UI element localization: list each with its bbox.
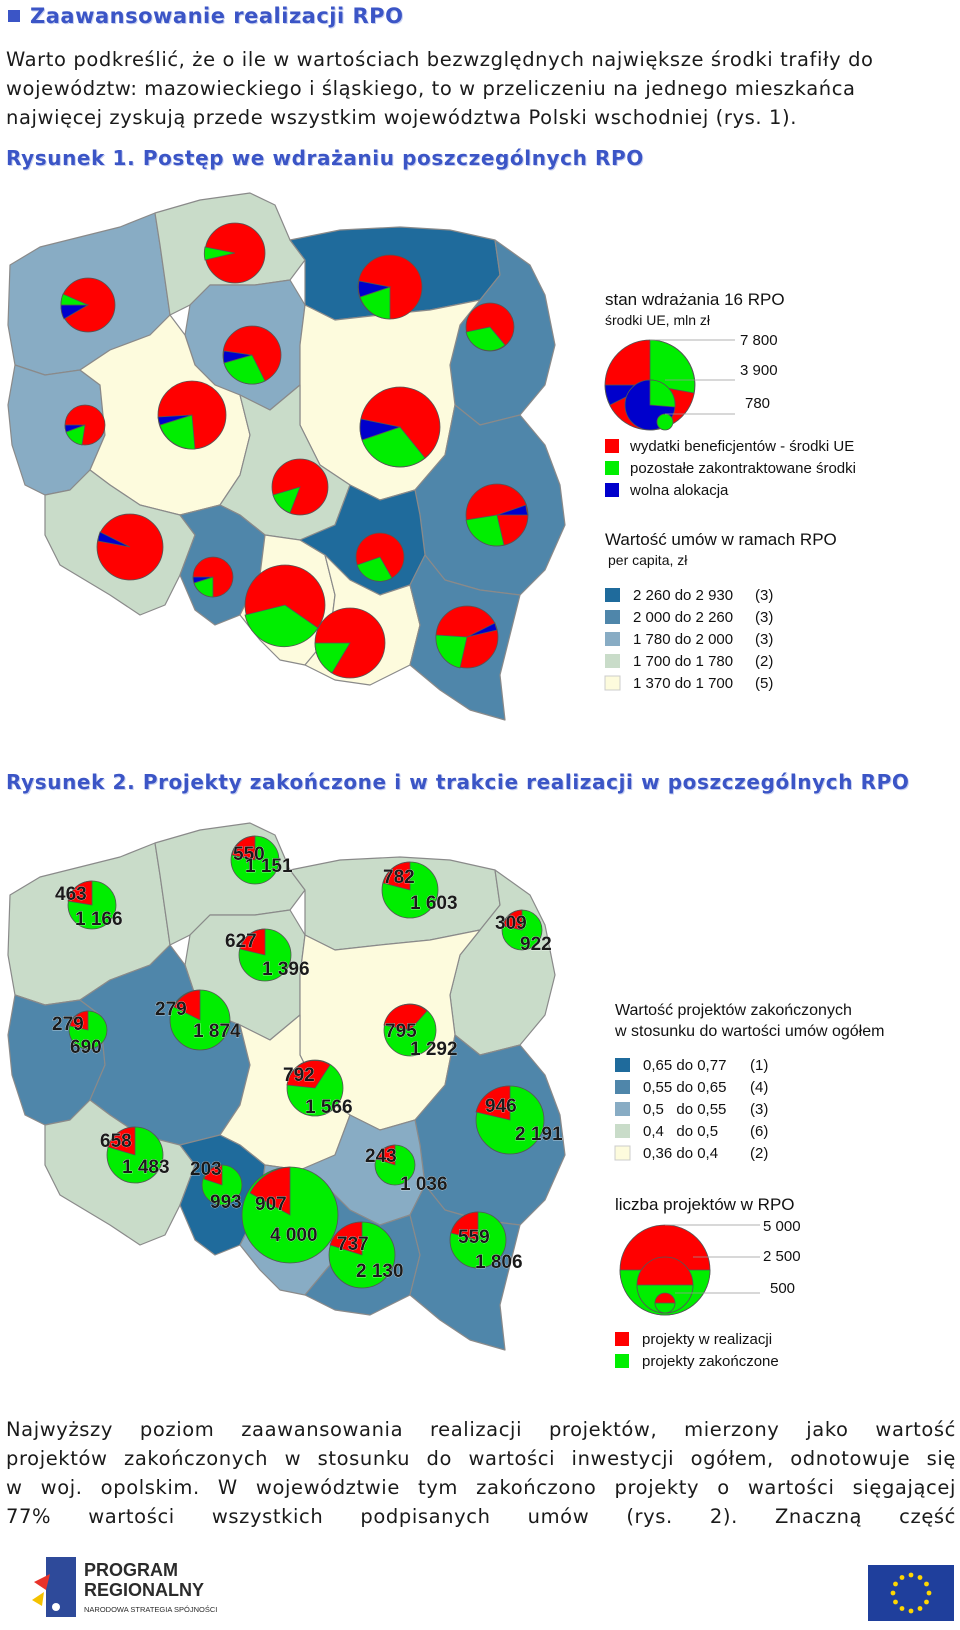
legend2-class-count: (3) (750, 1101, 769, 1118)
legend1-subtitle: środki UE, mln zł (605, 312, 711, 328)
legend2-item: projekty zakończone (642, 1353, 779, 1370)
label-in-progress: 946 (485, 1096, 517, 1117)
closing-paragraph (6, 1415, 956, 1531)
legend1-class: 1 700 do 1 780 (633, 653, 734, 670)
pie-dolnoslaskie (97, 514, 163, 580)
legend2-class: 0,5 do 0,55 (643, 1101, 727, 1118)
label-in-progress: 792 (283, 1065, 315, 1086)
label-completed: 1 483 (122, 1157, 170, 1178)
pie-mazowieckie (360, 387, 440, 467)
section-heading (8, 4, 403, 28)
intro-line: województw: mazowieckiego i śląskiego, to w przeliczeniu na jednego mieszkańca (6, 77, 856, 100)
label-completed: 993 (210, 1192, 242, 1213)
legend1-choro-subtitle: per capita, zł (608, 552, 688, 568)
label-in-progress: 658 (100, 1131, 132, 1152)
label-completed: 2 130 (356, 1261, 404, 1282)
intro-line: najwięcej zyskują przede wszystkim województwa Polski wschodniej (rys. 1). (6, 106, 797, 129)
legend1-class-count: (3) (755, 587, 774, 604)
program-regionalny-logo (26, 1552, 256, 1624)
logo-line1: PROGRAM (84, 1560, 178, 1580)
figure1-title: Rysunek 1. Postęp we wdrażaniu poszczególnych RPO (6, 146, 644, 170)
legend1-class-count: (3) (755, 609, 774, 626)
label-completed: 1 566 (305, 1097, 353, 1118)
legend2-swatch-green (615, 1354, 629, 1368)
pie-lubuskie (65, 405, 105, 445)
label-completed: 922 (520, 934, 552, 955)
legend2-class-count: (2) (750, 1145, 769, 1162)
legend1-class: 1 370 do 1 700 (633, 675, 734, 692)
legend1-item: wydatki beneficjentów - środki UE (630, 438, 855, 455)
pie-warminsko-mazurskie (358, 255, 422, 319)
label-in-progress: 279 (155, 999, 187, 1020)
label-in-progress: 782 (383, 867, 415, 888)
label-in-progress: 795 (385, 1021, 417, 1042)
pie-wielkopolskie (158, 381, 226, 449)
legend1-size-small: 780 (745, 395, 771, 412)
legend1-class: 1 780 do 2 000 (633, 631, 734, 648)
label-completed: 2 191 (515, 1124, 563, 1145)
legend2-swatch-red (615, 1332, 629, 1346)
logo-line2: REGIONALNY (84, 1580, 205, 1600)
intro-paragraph (6, 45, 956, 132)
label-in-progress: 737 (337, 1234, 369, 1255)
legend2-classes (615, 1057, 768, 1162)
label-completed: 1 396 (262, 959, 310, 980)
label-completed: 1 603 (410, 893, 458, 914)
label-in-progress: 463 (55, 884, 87, 905)
legend1-swatch-red (605, 439, 619, 453)
closing-line: 77% wartości wszystkich podpisanych umów (rys. 2). Znaczną część (6, 1505, 956, 1528)
label-in-progress: 243 (365, 1146, 397, 1167)
legend2-class: 0,65 do 0,77 (643, 1057, 727, 1074)
label-in-progress: 279 (52, 1014, 84, 1035)
legend2-size-mid: 2 500 (763, 1248, 801, 1265)
label-completed: 1 036 (400, 1174, 448, 1195)
legend2-class-count: (6) (750, 1123, 769, 1140)
pie-malopolskie (315, 608, 385, 678)
label-in-progress: 309 (495, 913, 527, 934)
label-in-progress: 203 (190, 1159, 222, 1180)
label-completed: 1 874 (193, 1021, 241, 1042)
legend1-item: pozostałe zakontraktowane środki (630, 460, 856, 477)
label-completed: 4 000 (270, 1225, 318, 1246)
label-in-progress: 550 (233, 844, 265, 865)
logo-line3: NARODOWA STRATEGIA SPÓJNOŚCI (84, 1605, 218, 1614)
figure2-title: Rysunek 2. Projekty zakończone i w trakcie realizacji w poszczególnych RPO (6, 770, 910, 794)
legend1-class-count: (5) (755, 675, 774, 692)
label-in-progress: 559 (458, 1227, 490, 1248)
legend1-swatch-blue (605, 483, 619, 497)
legend2-class: 0,4 do 0,5 (643, 1123, 719, 1140)
legend2-title: Wartość projektów zakończonych (615, 1002, 852, 1019)
figure2-map (0, 815, 960, 1390)
label-completed: 1 151 (245, 856, 293, 877)
pie-kujawsko-pomorskie (223, 326, 281, 384)
legend2-class-count: (4) (750, 1079, 769, 1096)
pie-lubelskie (466, 484, 528, 546)
legend2-size-small: 500 (770, 1280, 796, 1297)
legend2-subtitle: w stosunku do wartości umów ogółem (615, 1023, 885, 1040)
legend1-class: 2 260 do 2 930 (633, 587, 734, 604)
closing-line: w woj. opolskim. W województwie tym zakończono projekty o wartości sięgającej (6, 1476, 956, 1499)
legend1-size-large: 7 800 (740, 332, 778, 349)
legend1-size-pie (605, 340, 735, 430)
pie-lodzkie (272, 459, 328, 515)
intro-line: Warto podkreślić, że o ile w wartościach bezwzględnych największe środki trafiły do (6, 48, 874, 71)
pie-swietokrzyskie (356, 533, 404, 581)
legend2-size-large: 5 000 (763, 1218, 801, 1235)
legend1-class: 2 000 do 2 260 (633, 609, 734, 626)
legend1-classes (605, 587, 773, 692)
legend1-class-count: (2) (755, 653, 774, 670)
legend1-class-count: (3) (755, 631, 774, 648)
legend1-item: wolna alokacja (630, 482, 729, 499)
pie-slaskie (245, 565, 325, 647)
label-completed: 1 166 (75, 909, 123, 930)
label-completed: 690 (70, 1037, 102, 1058)
bullet-square-icon (8, 10, 20, 22)
closing-line: projektów zakończonych w stosunku do wartości inwestycji ogółem, odnotowuje się (6, 1447, 956, 1470)
legend1-title: stan wdrażania 16 RPO (605, 290, 785, 309)
pie-opolskie (193, 557, 233, 597)
pie-podkarpackie (436, 606, 498, 668)
pie-pomorskie (204, 223, 265, 283)
closing-line: Najwyższy poziom zaawansowania realizacji projektów, mierzony jako wartość (6, 1418, 956, 1441)
pie-podlaskie (466, 303, 514, 351)
legend2-size-pie (620, 1225, 760, 1315)
legend2-class-count: (1) (750, 1057, 769, 1074)
legend1-swatch-green (605, 461, 619, 475)
legend2-pie-title: liczba projektów w RPO (615, 1195, 795, 1214)
legend2-item: projekty w realizacji (642, 1331, 773, 1348)
legend1-size-mid: 3 900 (740, 362, 778, 379)
label-completed: 1 292 (410, 1039, 458, 1060)
legend2-class: 0,36 do 0,4 (643, 1145, 719, 1162)
label-completed: 1 806 (475, 1252, 523, 1273)
label-in-progress: 907 (255, 1194, 287, 1215)
figure1-map (0, 185, 960, 735)
legend2-class: 0,55 do 0,65 (643, 1079, 727, 1096)
pie2-slaskie (242, 1167, 338, 1263)
pie-zachodniopomorskie (61, 278, 115, 332)
section-title: Zaawansowanie realizacji RPO (30, 4, 404, 28)
eu-flag-icon (868, 1565, 954, 1621)
legend1-choro-title: Wartość umów w ramach RPO (605, 530, 837, 549)
label-in-progress: 627 (225, 931, 257, 952)
